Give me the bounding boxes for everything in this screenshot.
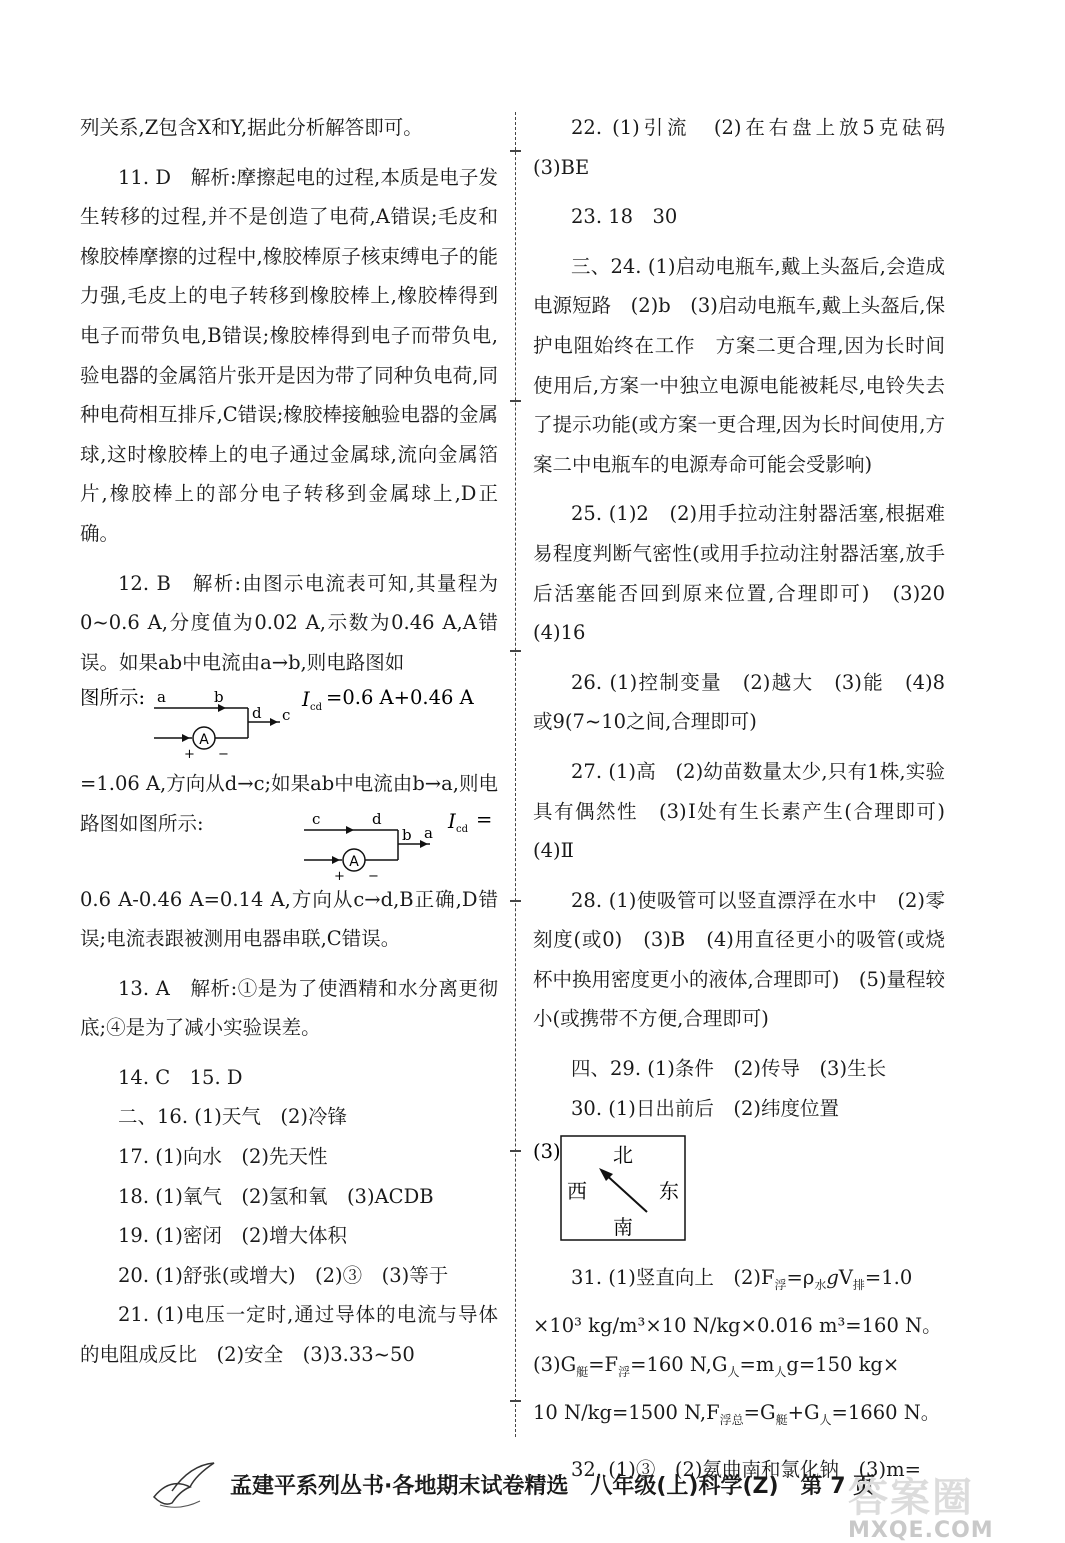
- compass-west: 西: [567, 1179, 587, 1204]
- equation-1: =0.6 A+0.46 A: [326, 686, 474, 710]
- current-subscript: cd: [456, 823, 469, 835]
- answer-29: 四、29. (1)条件 (2)传导 (3)生长: [571, 1057, 887, 1081]
- label-b: b: [402, 825, 412, 844]
- label-c: c: [312, 809, 321, 828]
- answer-31-line2: ×10³ kg/m³×10 N/kg×0.016 m³=160 N。: [533, 1313, 942, 1337]
- plus-sign: +: [184, 747, 195, 759]
- compass-north: 北: [613, 1143, 633, 1168]
- minus-sign: −: [368, 868, 379, 880]
- watermark: [848, 1475, 994, 1543]
- answer-16: 二、16. (1)天气 (2)冷锋: [118, 1105, 347, 1129]
- answer-12-part2: =1.06 A,方向从d→c;如果ab中电流由b→a,则电路图如图所示:: [80, 772, 498, 835]
- answer-28: 28. (1)使吸管可以竖直漂浮在水中 (2)零刻度(或0) (3)B (4)用直径更小的吸管(或烧杯中换用密度更小的液体,合理即可) (5)量程较小(或携带不方便,合理即可): [533, 888, 945, 1031]
- divider-tick: [510, 150, 521, 152]
- circuit-diagram-1: [80, 682, 498, 758]
- answer-31-line4: 10 N/kg=1500 $N,F_{浮总}=G_艇+G_人=1660$ N。: [533, 1400, 941, 1427]
- plus-sign: +: [334, 868, 345, 880]
- answer-31-line3: $(3)G_艇=F_浮=160$ $N,G_人=m_人g=150$ kg×: [533, 1353, 900, 1380]
- divider-tick: [510, 400, 521, 402]
- divider-tick: [510, 1150, 521, 1152]
- answer-21: 21. (1)电压一定时,通过导体的电流与导体的电阻成反比 (2)安全 (3)3.33~50: [80, 1303, 498, 1367]
- label-b: b: [214, 688, 224, 707]
- right-column: [533, 108, 965, 1490]
- sub-label-3: (3): [533, 1140, 561, 1164]
- label-a: a: [424, 823, 433, 842]
- current-subscript: cd: [310, 702, 323, 714]
- answer-12-part1: 12. B 解析:由图示电流表可知,其量程为0~0.6 A,分度值为0.02 A,示数为0.46 A,A错误。如果ab中电流由a→b,则电路图如: [80, 571, 498, 674]
- answer-18: 18. (1)氧气 (2)氢和氧 (3)ACDB: [118, 1184, 434, 1208]
- divider-tick: [510, 900, 521, 902]
- answer-14-15: 14. C 15. D: [118, 1065, 243, 1089]
- answer-23: 23. 18 30: [571, 205, 678, 229]
- swallow-logo-icon: [150, 1457, 220, 1513]
- minus-sign: −: [218, 747, 229, 759]
- answer-32: 32. (1)③ (2)氨曲南和氯化钠 (3)m=: [571, 1458, 921, 1482]
- answer-17: 17. (1)向水 (2)先天性: [118, 1145, 328, 1169]
- current-symbol: I: [448, 809, 456, 833]
- label-c: c: [282, 706, 291, 725]
- answer-11: 11. D 解析:摩擦起电的过程,本质是电子发生转移的过程,并不是创造了电荷,A错误;毛皮和橡胶棒摩擦的过程中,橡胶棒原子核束缚电子的能力强,毛皮上的电子转移到橡胶棒上,橡胶棒得到电子而带负电,B错误;橡胶棒得到电子而带负电,验电器的金属箔片张开是因为带了同种负电荷,同种电荷相互排斥,C错误;橡胶棒接触验电器的金属球,这时橡胶棒上的电子通过金属球,流向金属箔片,橡胶棒上的部分电子转移到金属球上,D正确。: [80, 165, 498, 545]
- answer-25: 25. (1)2 (2)用手拉动注射器活塞,根据难易程度判断气密性(或用手拉动注射器活塞,放手后活塞能否回到原来位置,合理即可) (3)20 (4)16: [533, 502, 965, 645]
- footer-text: 孟建平系列丛书·各地期末试卷精选 八年级(上)科学(Z) 第 7 页: [230, 1474, 876, 1499]
- ammeter-label: A: [349, 853, 359, 870]
- left-column: [80, 108, 498, 1375]
- column-divider: [515, 112, 516, 1437]
- label-a: a: [157, 688, 166, 707]
- answer-13: 13. A 解析:①是为了使酒精和水分离更彻底;④是为了减小实验误差。: [80, 976, 498, 1040]
- divider-tick: [510, 650, 521, 652]
- label-d: d: [252, 704, 262, 723]
- watermark-url: MXQE.COM: [848, 1518, 994, 1543]
- answer-12-part3: 0.6 A-0.46 A=0.14 A,方向从c→d,B正确,D错误;电流表跟被测用电器串联,C错误。: [80, 887, 498, 951]
- fig-prefix: 图所示:: [80, 686, 146, 710]
- current-symbol: I: [302, 688, 310, 712]
- answer-20: 20. (1)舒张(或增大) (2)③ (3)等于: [118, 1263, 449, 1287]
- ammeter-label: A: [199, 732, 209, 749]
- answer-line: 列关系,Z包含X和Y,据此分析解答即可。: [80, 116, 423, 139]
- answer-30: 30. (1)日出前后 (2)纬度位置: [571, 1096, 839, 1120]
- divider-tick: [510, 1400, 521, 1402]
- answer-19: 19. (1)密闭 (2)增大体积: [118, 1224, 347, 1248]
- compass-east: 东: [659, 1179, 679, 1204]
- watermark-logo-text: 答案圈: [848, 1475, 974, 1521]
- compass-south: 南: [613, 1215, 633, 1240]
- compass-figure: [533, 1134, 945, 1244]
- sun-direction-arrow: [603, 1172, 647, 1212]
- label-d: d: [372, 809, 382, 828]
- equation-2: =: [476, 807, 493, 831]
- answer-24: 三、24. (1)启动电瓶车,戴上头盔后,会造成电源短路 (2)b (3)启动电瓶车,戴上头盔后,保护电阻始终在工作 方案二更合理,因为长时间使用后,方案一中独立电源电能被耗尽,电铃失去了提示功能(或方案一更合理,因为长时间使用,方案二中电瓶车的电源寿命可能会受影响): [533, 254, 945, 476]
- answer-27: 27. (1)高 (2)幼苗数量太少,只有1株,实验具有偶然性 (3)Ⅰ处有生长素产生(合理即可) (4)Ⅱ: [533, 759, 965, 863]
- answer-26: 26. (1)控制变量 (2)越大 (3)能 (4)8或9(7~10之间,合理即可): [533, 670, 945, 734]
- page-footer: [150, 1457, 970, 1517]
- answer-22: 22. (1)引流 (2)在右盘上放5克砝码 (3)BE: [533, 116, 965, 179]
- answer-31-line1: 31. (1)竖直向上 $(2)F_浮=\rho_水gV_排=1.0$: [571, 1266, 913, 1293]
